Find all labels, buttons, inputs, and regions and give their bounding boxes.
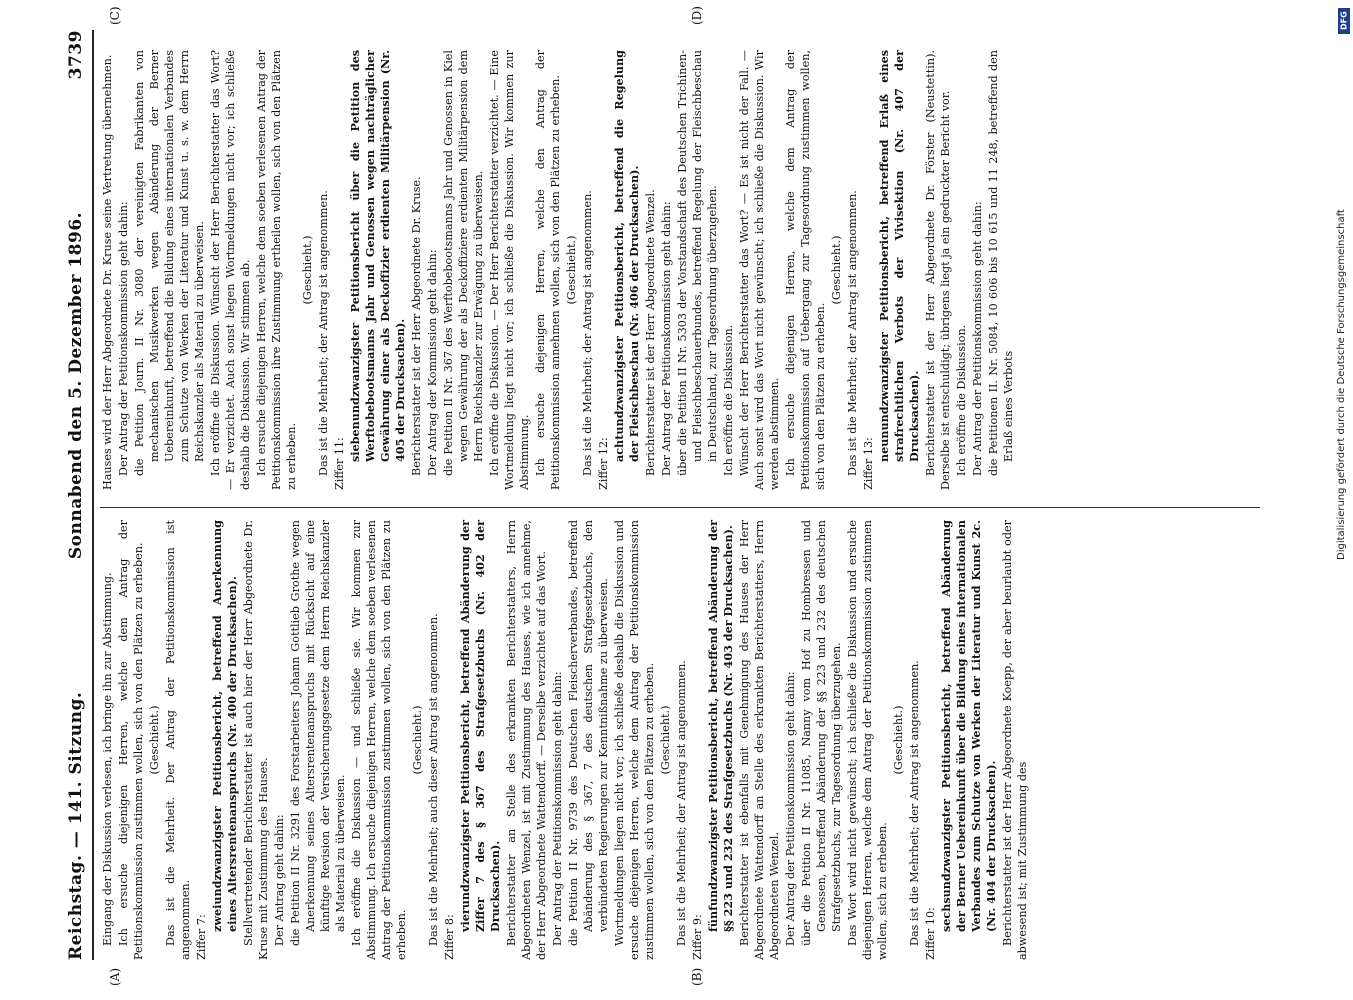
paragraph: Der Antrag geht dahin: (273, 814, 286, 946)
paragraph: Ziffer 9: (691, 914, 704, 960)
section-title: neunundzwanzigster Petitionsbericht, betreffend Erlaß eines strafrechtlichen Verbots der Vivisektion (Nr. 407 der Drucksachen). (877, 50, 921, 462)
page-header (62, 30, 90, 960)
paragraph: Hauses wird der Herr Abgeordnete Dr. Kruse seine Vertretung übernehmen. (101, 54, 114, 490)
motion-text: die Petition II Nr. 367 des Werftobebootsmanns Jahr und Genossen in Kiel wegen Gewährung der als Deckoffiziere erdienten Militärpension dem Herrn Reichskanzler zur Erwägung zu überweisen. (442, 50, 485, 476)
paragraph: Eingang der Diskussion verlesen, ich bringe ihn zur Abstimmung. (101, 572, 114, 946)
motion-text: über die Petition II Nr. 11085, Nanny vom Hof zu Hombressen und Genossen, betreffend Abänderung der §§ 223 und 232 des deutschen Strafgesetzbuchs, zur Tagesordnung überzugehen. (800, 520, 843, 946)
digitization-credit: Digitalisierung gefördert durch die Deutsche Forschungsgemeinschaft (1336, 209, 1347, 560)
motion-text: die Petition II Nr. 9739 des Deutschen Fleischerverbandes, betreffend Abänderung des § 367, 7 des deutschen Strafgesetzbuchs, den verbündeten Regierungen zur Kenntnißnahme zu überweisen. (567, 520, 610, 946)
paragraph: (Geschieht.) (892, 705, 905, 775)
paragraph: Berichterstatter ist der Herr Abgeordnete Koepp, der aber beurlaubt oder abwesend ist; mit Zustimmung des (1001, 520, 1029, 960)
paragraph: Stellvertretender Berichterstatter ist auch hier der Herr Abgeordnete Dr. Kruse mit Zustimmung des Hauses. (242, 520, 270, 960)
paragraph: Berichterstatter ist der Herr Abgeordnete Dr. Kruse. (410, 176, 423, 476)
header-center: Sonnabend den 5. Dezember 1896. (66, 211, 86, 560)
paragraph: Das ist die Mehrheit; der Antrag ist angenommen. (675, 660, 688, 946)
paragraph: (Geschieht.) (411, 705, 424, 775)
paragraph: Das ist die Mehrheit; auch dieser Antrag ist angenommen. (427, 613, 440, 946)
paragraph: Ziffer 7: (195, 914, 208, 960)
section-title: sechsundzwanzigster Petitionsbericht, betreffend Abänderung der Berner Uebereinkunft über die Bildung eines internationalen Verbandes zum Schutze von Werken der Literatur und Kunst 2c. (Nr. 404 der Drucksachen). (939, 520, 998, 932)
section-title: zweiundzwanzigster Petitionsbericht, betreffend Anerkennung eines Altersrentenanspruchs (Nr. 400 der Drucksachen). (210, 520, 239, 932)
left-column (100, 520, 1260, 960)
paragraph: (Geschieht.) (830, 235, 843, 305)
motion-text: die Petition Journ. II Nr. 3080 der vereinigten Fabrikanten von mechanischen Musikwerken wegen Abänderung der Berner Uebereinkunft, betreffend die Bildung eines internationalen Verbandes zum Schutze von Werken der Literatur und Kunst u. s. w. dem Herrn Reichskanzler als Material zu überweisen. (133, 50, 206, 476)
paragraph: Der Antrag der Petitionskommission geht dahin: (971, 201, 984, 476)
paragraph: Ziffer 8: (443, 914, 456, 960)
motion-text: die Petition II Nr. 3291 des Forstarbeiters Johann Gottlieb Grothe wegen Anerkennung seines Altersrentenanspruchs mit Rücksicht auf eine künftige Revision der Versicherungsgesetze dem Herrn Reichskanzler als Material zu überweisen. (289, 520, 347, 946)
paragraph: Ich eröffne die Diskussion. Wünscht der Herr Berichterstatter das Wort? — Er verzichtet. Auch sonst liegen Wortmeldungen nicht vor; ich schließe deshalb die Diskussion. Wir stimmen ab. (209, 50, 252, 490)
section-title: vierundzwanzigster Petitionsbericht, betreffend Abänderung der Ziffer 7 des § 367 des Strafgesetzbuchs (Nr. 402 der Drucksachen). (458, 520, 502, 932)
paragraph: (Geschieht.) (659, 705, 672, 775)
paragraph: Ich ersuche diejenigen Herren, welche den Antrag der Petitionskommission annehmen wollen, sich von den Plätzen zu erheben. (534, 50, 562, 490)
paragraph: Das ist die Mehrheit; der Antrag ist angenommen. (846, 190, 859, 476)
column-separator (100, 507, 1260, 508)
margin-marker-c: (C) (108, 6, 122, 25)
paragraph: (Geschieht.) (301, 235, 314, 305)
paragraph: Der Antrag der Petitionskommission geht dahin: (551, 671, 564, 946)
paragraph: Das ist die Mehrheit; der Antrag ist angenommen. (908, 660, 921, 946)
paragraph: Berichterstatter ist ebenfalls mit Genehmigung des Hauses der Herr Abgeordnete Wattendorff an Stelle des erkrankten Berichterstatters, Herrn Abgeordneten Wenzel. (738, 520, 781, 960)
paragraph: Ich eröffne die Diskussion — und schließe sie. Wir kommen zur Abstimmung. Ich ersuche diejenigen Herren, welche dem soeben verlesenen Antrag der Petitionskommission zustimmen wollen, sich von den Plätzen zu erheben. (350, 520, 408, 960)
paragraph: (Geschieht.) (565, 235, 578, 305)
paragraph: Ich eröffne die Diskussion. (722, 324, 735, 476)
paragraph: Ich eröffne die Diskussion. (955, 324, 968, 476)
page-number: 3739 (66, 30, 86, 80)
motion-text: über die Petition II Nr. 5303 der Vorstandschaft des Deutschen Trichinen- und Fleischbeschauerbundes, betreffend Regelung der Fleischbeschau in Deutschland, zur Tagesordnung überzugehen. (676, 50, 719, 476)
paragraph: Das ist die Mehrheit; der Antrag ist angenommen. (317, 190, 330, 476)
paragraph: Wortmeldungen liegen nicht vor; ich schließe deshalb die Diskussion und ersuche diejenigen Herren, welche dem Antrag der Petitionskommission zustimmen wollen, sich von den Plätzen zu erheben. (613, 520, 656, 960)
section-title: achtundzwanzigster Petitionsbericht, betreffend die Regelung der Fleischbeschau (Nr. 406 der Drucksachen). (612, 50, 641, 462)
paragraph: Der Antrag der Kommission geht dahin: (426, 249, 439, 476)
paragraph: Ich ersuche diejenigen Herren, welche dem Antrag der Petitionskommission zustimmen wollen, sich von den Plätzen zu erheben. (117, 520, 145, 960)
paragraph: Wünscht der Herr Berichterstatter das Wort? — Es ist nicht der Fall. — Auch sonst wird das Wort nicht gewünscht; ich schließe die Diskussion. Wir werden abstimmen. (738, 50, 781, 490)
dfg-logo: DFG (1338, 8, 1350, 34)
paragraph: Der Antrag der Petitionskommission geht dahin: (660, 201, 673, 476)
paragraph: Ich ersuche diejenigen Herren, welche dem soeben verlesenen Antrag der Petitionskommission ihre Zustimmung ertheilen wollen, sich von den Plätzen zu erheben. (255, 50, 298, 490)
paragraph: Ziffer 11: (333, 437, 346, 490)
right-column (100, 50, 1260, 490)
paragraph: (Geschieht.) (148, 705, 161, 775)
section-title: fünfundzwanzigster Petitionsbericht, betreffend Abänderung der §§ 223 und 232 des Strafgesetzbuchs (Nr. 403 der Drucksachen). (706, 520, 735, 932)
motion-text: die Petitionen II. Nr. 5084, 10 606 bis 10 615 und 11 248, betreffend den Erlaß eines Verbots (987, 50, 1015, 476)
margin-marker-b: (B) (690, 967, 704, 986)
header-left: Reichstag. — 141. Sitzung. (66, 691, 86, 960)
paragraph: Ziffer 12: (597, 437, 610, 490)
paragraph: Ziffer 13: (862, 437, 875, 490)
paragraph: Das ist die Mehrheit. Der Antrag der Petitionskommission ist angenommen. (164, 520, 192, 960)
paragraph: Ich ersuche diejenigen Herren, welche dem Antrag der Petitionskommission auf Uebergang zur Tagesordnung zustimmen wollen, sich von den Plätzen zu erheben. (784, 50, 827, 490)
paragraph: Ziffer 10: (924, 907, 937, 960)
paragraph: Ich eröffne die Diskussion. — Der Herr Berichterstatter verzichtet. — Eine Wortmeldung liegt nicht vor; ich schließe die Diskussion. Wir kommen zur Abstimmung. (488, 50, 531, 490)
paragraph: Berichterstatter ist der Herr Abgeordnete Dr. Förster (Neustettin). Derselbe ist entschuldigt; übrigens liegt ja ein gedruckter Bericht vor. (924, 50, 952, 490)
footer-strip (1333, 0, 1353, 1000)
paragraph: Berichterstatter ist der Herr Abgeordnete Wenzel. (644, 189, 657, 476)
margin-marker-a: (A) (108, 967, 122, 986)
paragraph: Das Wort wird nicht gewünscht; ich schließe die Diskussion und ersuche diejenigen Herren, welche dem Antrag der Petitionskommission zustimmen wollen, sich zu erheben. (846, 520, 889, 960)
paragraph: Der Antrag der Petitionskommission geht dahin: (784, 671, 797, 946)
section-title: siebenundzwanzigster Petitionsbericht über die Petition des Werftobebootsmanns Jahr und Genossen wegen nachträglicher Gewährung einer als Deckoffizier erdienten Militärpension (Nr. 405 der Drucksachen). (348, 50, 407, 462)
paragraph: Der Antrag der Petitionskommission geht dahin: (117, 201, 130, 476)
paragraph: Das ist die Mehrheit; der Antrag ist angenommen. (581, 190, 594, 476)
margin-marker-d: (D) (690, 6, 704, 25)
paragraph: Berichterstatter an Stelle des erkrankten Berichterstatters, Herrn Abgeordneten Wenzel, ist mit Zustimmung des Hauses, wie ich annehme, der Herr Abgeordnete Wattendorff. — Derselbe verzichtet auf das Wort. (505, 520, 548, 960)
header-rule (92, 30, 94, 960)
